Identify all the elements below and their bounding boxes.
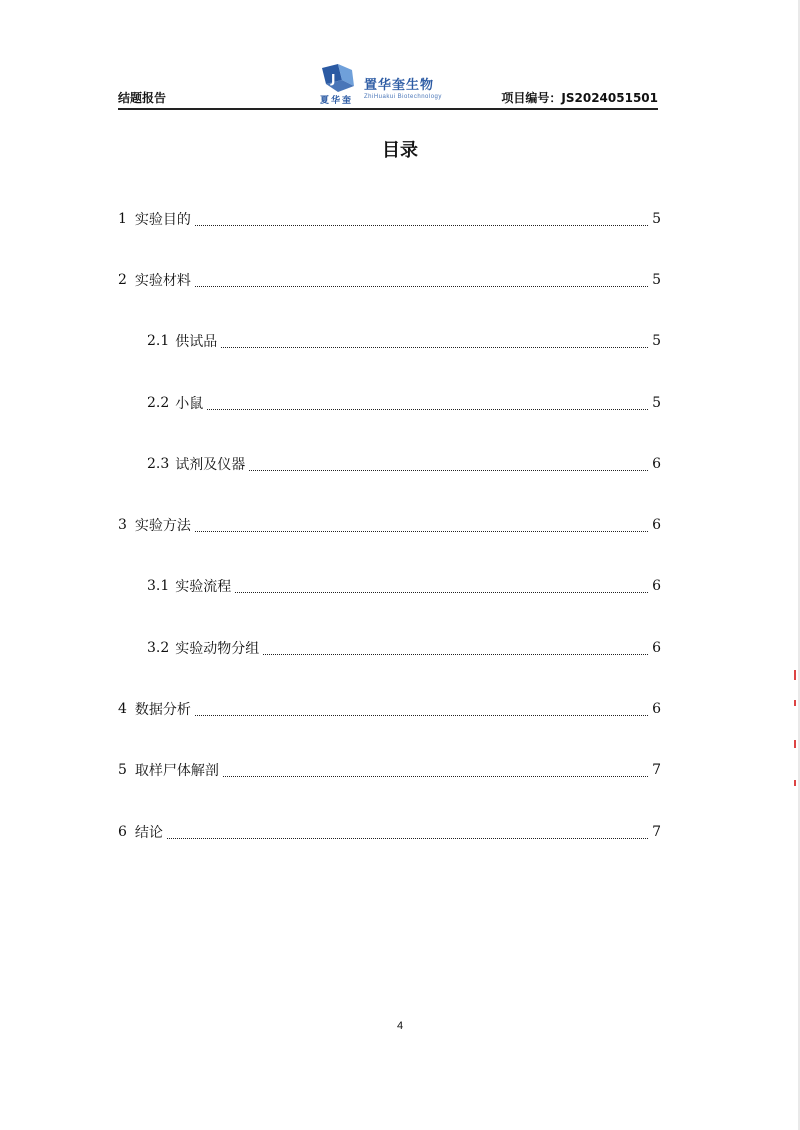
toc-entry-number: 4 (118, 701, 127, 718)
toc-entry-page: 6 (652, 455, 661, 472)
company-logo (318, 64, 468, 104)
toc-entry-label: 小鼠 (175, 395, 204, 412)
page-number: 4 (396, 1020, 404, 1032)
toc-entry[interactable] (118, 433, 661, 494)
toc-entry-page: 6 (652, 701, 661, 718)
toc-entry-page: 7 (652, 823, 661, 840)
margin-mark (794, 670, 796, 680)
toc-entry-label: 实验流程 (175, 579, 232, 596)
header-report-type: 结题报告 (118, 91, 167, 105)
logo-seal-text: 夏华奎 (320, 96, 354, 106)
toc-dot-leader (223, 775, 648, 777)
toc-dot-leader (195, 530, 648, 532)
toc-dot-leader (263, 653, 648, 655)
toc-entry-number: 3.1 (147, 578, 170, 595)
toc-entry-page: 6 (652, 517, 661, 534)
toc-entry-number: 2.3 (147, 455, 170, 472)
logo-emblem-icon (318, 64, 358, 96)
toc-entry[interactable] (118, 249, 661, 310)
toc-entry-number: 3 (118, 517, 127, 534)
toc-dot-leader (167, 837, 648, 839)
toc-dot-leader (249, 469, 648, 471)
page-title: 目录 (382, 140, 418, 161)
margin-mark (794, 740, 796, 748)
header-project-number: 项目编号：JS2024051501 (501, 91, 658, 105)
margin-mark (794, 700, 796, 706)
toc-entry-page: 7 (652, 762, 661, 779)
toc-entry[interactable] (118, 311, 661, 372)
svg-text:J: J (331, 72, 336, 86)
toc-entry-label: 实验方法 (134, 518, 191, 535)
toc-entry-label: 实验材料 (134, 272, 191, 289)
toc-entry-page: 5 (652, 271, 661, 288)
toc-dot-leader (207, 408, 648, 410)
logo-company-name-en: ZhiHuakui Biotechnology (364, 94, 442, 100)
toc-entry-label: 试剂及仪器 (175, 456, 246, 473)
toc-dot-leader (195, 714, 648, 716)
toc-entry[interactable] (118, 801, 661, 862)
toc-dot-leader (221, 346, 648, 348)
toc-entry[interactable] (118, 617, 661, 678)
toc-entry-label: 结论 (134, 824, 163, 841)
toc-entry[interactable] (118, 740, 661, 801)
toc-entry[interactable] (118, 678, 661, 739)
toc-entry-number: 2.1 (147, 333, 170, 350)
toc-dot-leader (195, 224, 648, 226)
toc-entry-page: 5 (652, 333, 661, 350)
toc-entry[interactable] (118, 188, 661, 249)
toc-entry-number: 2 (118, 271, 127, 288)
toc-entry-number: 6 (118, 823, 127, 840)
toc-entry[interactable] (118, 556, 661, 617)
toc-entry[interactable] (118, 372, 661, 433)
toc-dot-leader (235, 591, 648, 593)
page-header (118, 56, 658, 110)
toc-entry-label: 取样尸体解剖 (134, 763, 219, 780)
logo-company-name: 置华奎生物 (364, 78, 435, 93)
toc-entry[interactable] (118, 494, 661, 555)
toc-entry-number: 5 (118, 762, 127, 779)
toc-entry-number: 3.2 (147, 639, 170, 656)
margin-mark (794, 780, 796, 786)
toc-entry-number: 1 (118, 210, 127, 227)
toc-entry-number: 2.2 (147, 394, 170, 411)
toc-entry-label: 实验动物分组 (175, 640, 260, 657)
toc-dot-leader (195, 285, 648, 287)
toc-entry-page: 6 (652, 639, 661, 656)
header-rule (118, 108, 658, 110)
toc-entry-label: 实验目的 (134, 211, 191, 228)
toc-entry-page: 6 (652, 578, 661, 595)
toc-entry-label: 供试品 (175, 334, 218, 351)
toc-entry-page: 5 (652, 394, 661, 411)
toc-entry-page: 5 (652, 210, 661, 227)
table-of-contents (118, 188, 661, 862)
toc-entry-label: 数据分析 (134, 702, 191, 719)
